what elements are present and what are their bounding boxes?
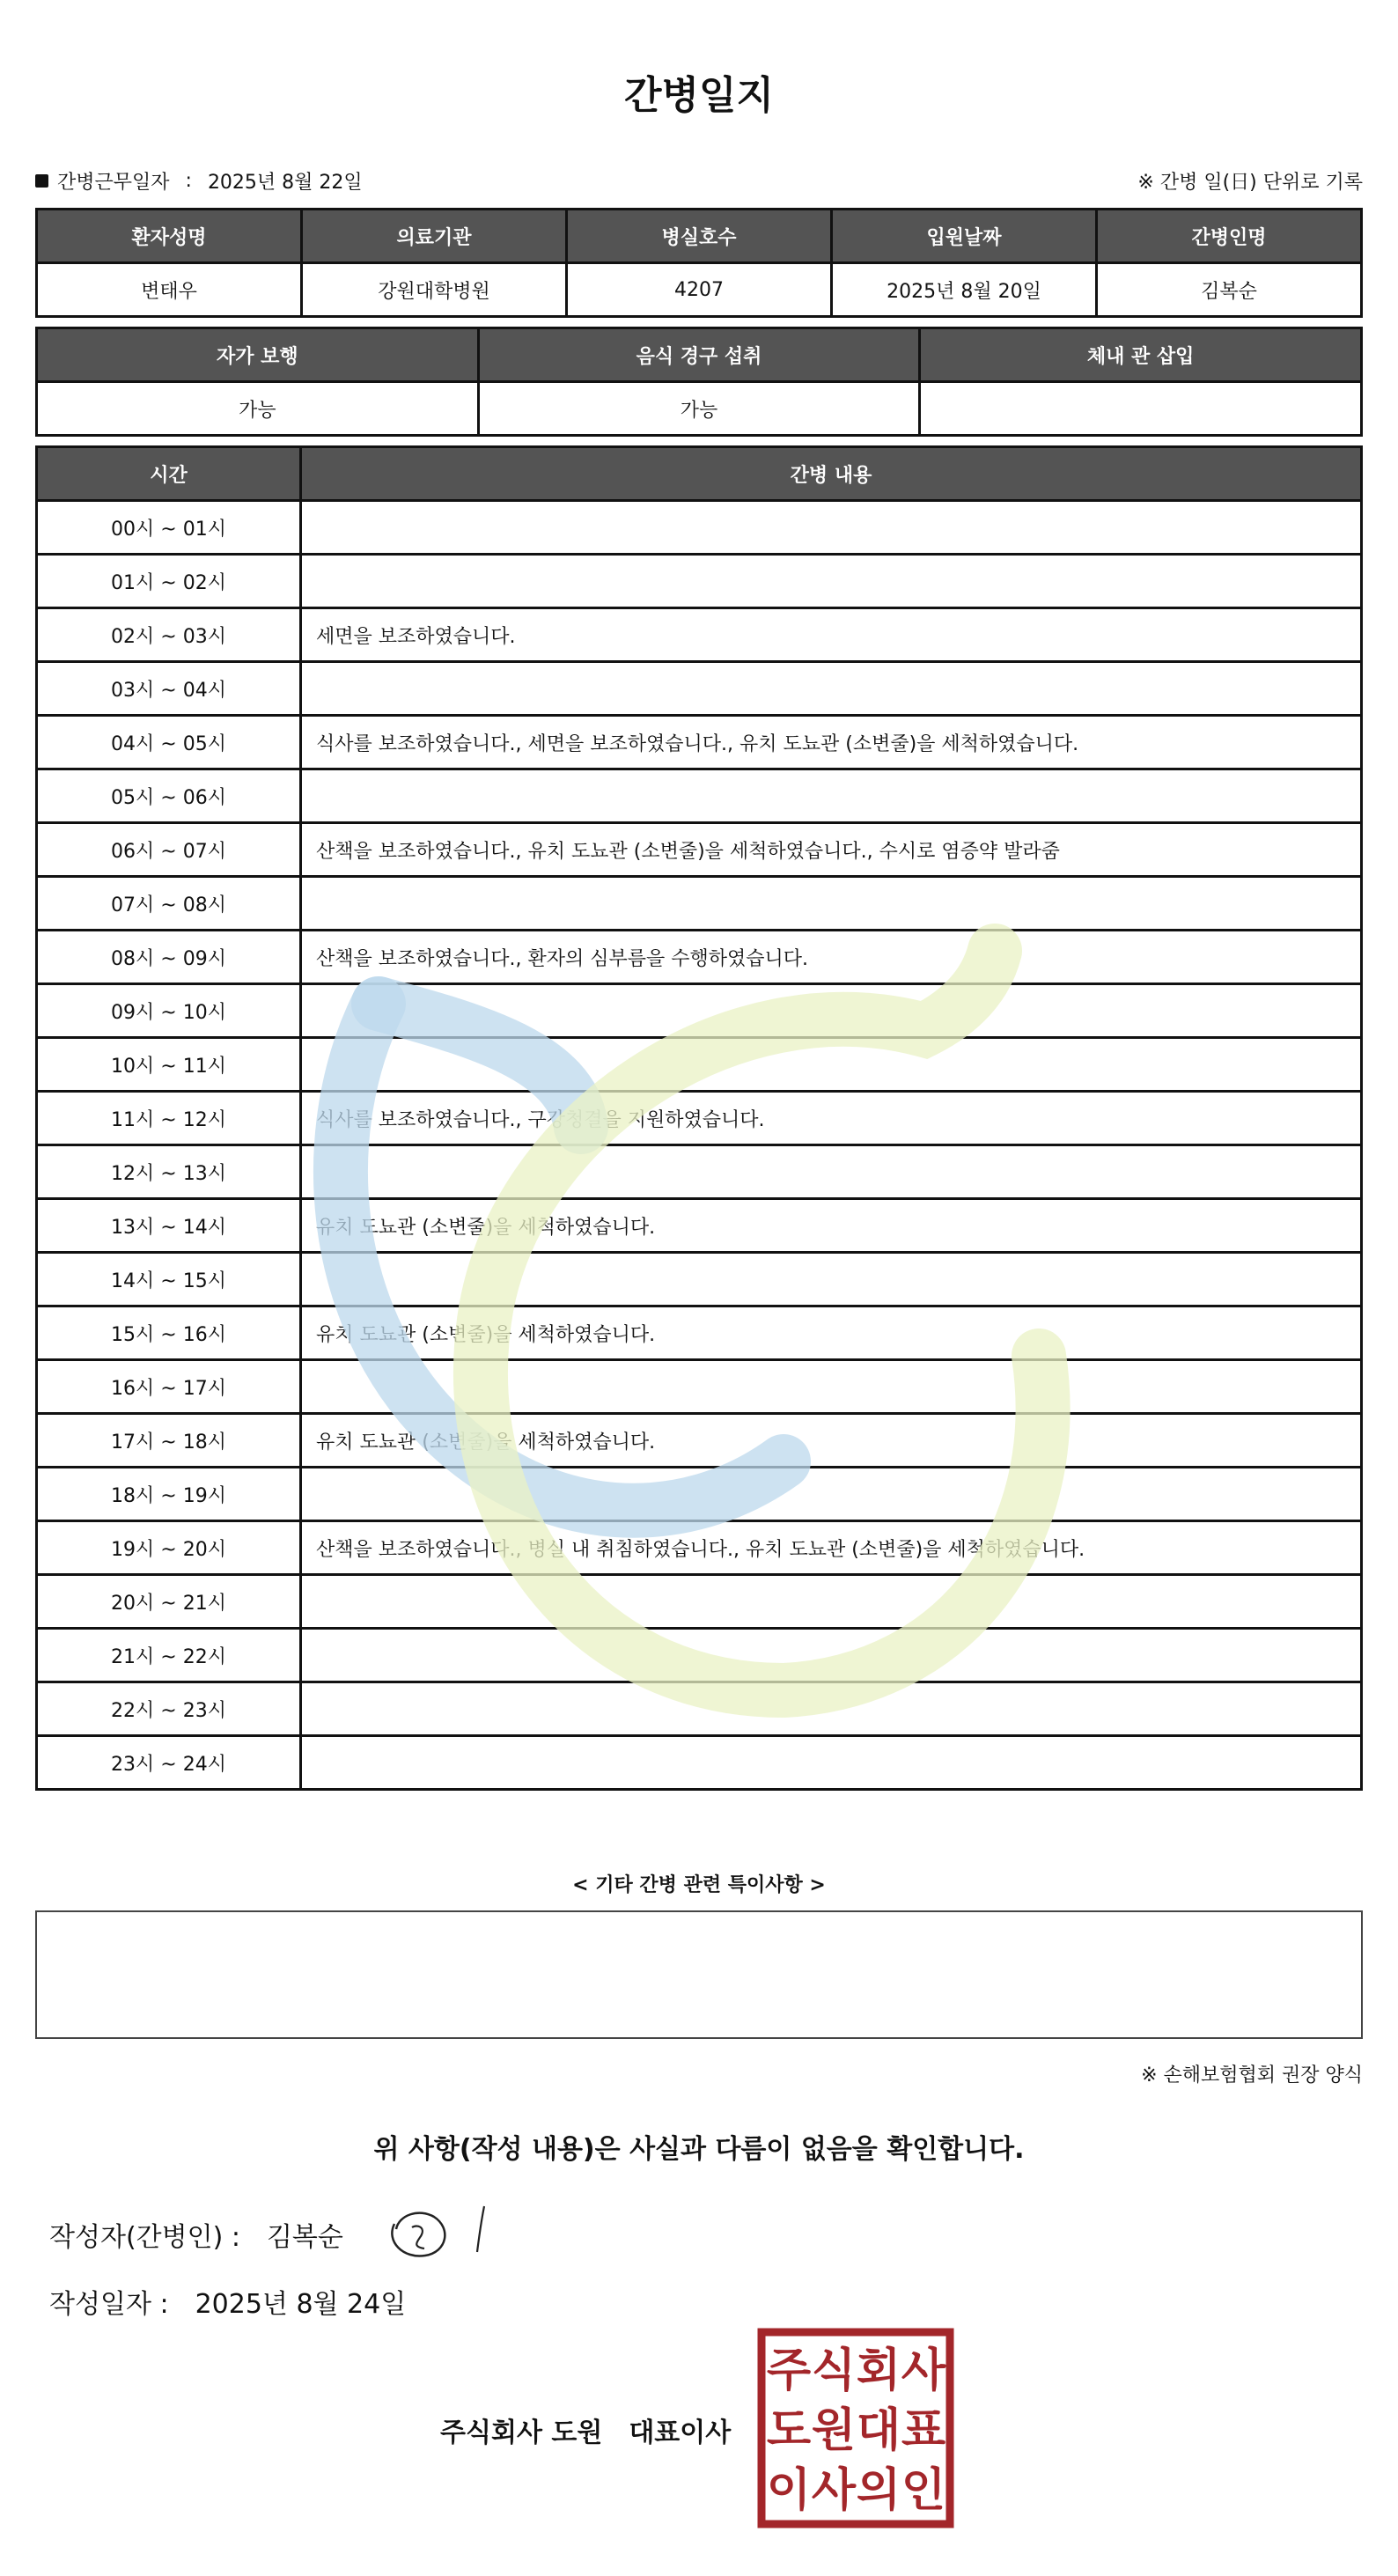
work-date-row	[35, 167, 363, 195]
log-time-cell: 02시 ~ 03시	[37, 608, 301, 662]
log-time-cell: 05시 ~ 06시	[37, 769, 301, 823]
status-header-oral-intake: 음식 경구 섭취	[478, 328, 920, 382]
company-name: 주식회사 도원	[440, 2418, 603, 2448]
table-row	[37, 1199, 1362, 1253]
log-time-cell: 18시 ~ 19시	[37, 1468, 301, 1521]
table-row	[37, 769, 1362, 823]
log-time-cell: 22시 ~ 23시	[37, 1682, 301, 1736]
log-content-cell	[301, 1360, 1362, 1414]
info-header-admission-date: 입원날짜	[832, 210, 1097, 263]
table-row	[37, 1736, 1362, 1790]
bullet-square-icon	[35, 174, 48, 188]
handwritten-signature-icon	[377, 2197, 500, 2268]
seal-character: 이	[766, 2464, 812, 2517]
log-content-cell	[301, 769, 1362, 823]
log-content-cell	[301, 984, 1362, 1038]
seal-character: 회	[856, 2344, 901, 2397]
status-oral-intake: 가능	[478, 382, 920, 436]
log-content-cell: 식사를 보조하였습니다., 구강청결을 지원하였습니다.	[301, 1092, 1362, 1145]
status-header-tube: 체내 관 삽입	[920, 328, 1362, 382]
form-note: ※ 손해보험협회 권장 양식	[1141, 2064, 1363, 2087]
log-content-cell	[301, 1736, 1362, 1790]
confirmation-statement: 위 사항(작성 내용)은 사실과 다름이 없음을 확인합니다.	[373, 2134, 1025, 2165]
log-time-cell: 12시 ~ 13시	[37, 1145, 301, 1199]
table-row	[37, 984, 1362, 1038]
table-row	[37, 823, 1362, 877]
table-row	[37, 1092, 1362, 1145]
unit-note: ※ 간병 일(日) 단위로 기록	[1137, 172, 1363, 194]
care-log-table	[35, 445, 1363, 1791]
patient-info-table	[35, 208, 1363, 318]
log-content-cell	[301, 1629, 1362, 1682]
log-time-cell: 04시 ~ 05시	[37, 716, 301, 769]
company-seal-icon	[757, 2328, 954, 2528]
remarks-box	[35, 1910, 1363, 2039]
status-header-walking: 자가 보행	[37, 328, 479, 382]
log-content-cell	[301, 501, 1362, 555]
log-content-cell: 유치 도뇨관 (소변줄)을 세척하였습니다.	[301, 1199, 1362, 1253]
log-content-cell	[301, 1145, 1362, 1199]
info-header-hospital: 의료기관	[302, 210, 567, 263]
company-row	[440, 2410, 731, 2449]
table-row	[37, 931, 1362, 984]
table-row	[37, 501, 1362, 555]
seal-character: 주	[766, 2344, 812, 2397]
table-row	[37, 877, 1362, 931]
table-row	[37, 1306, 1362, 1360]
log-content-cell: 식사를 보조하였습니다., 세면을 보조하였습니다., 유치 도뇨관 (소변줄)을 세척하였습니다.	[301, 716, 1362, 769]
info-caregiver: 김복순	[1097, 263, 1362, 317]
log-time-cell: 08시 ~ 09시	[37, 931, 301, 984]
log-content-cell: 산책을 보조하였습니다., 환자의 심부름을 수행하였습니다.	[301, 931, 1362, 984]
table-row	[37, 1575, 1362, 1629]
log-content-cell: 유치 도뇨관 (소변줄)을 세척하였습니다.	[301, 1306, 1362, 1360]
log-time-cell: 00시 ~ 01시	[37, 501, 301, 555]
info-patient-name: 변태우	[37, 263, 302, 317]
log-content-cell	[301, 662, 1362, 716]
status-walking: 가능	[37, 382, 479, 436]
log-content-cell: 세면을 보조하였습니다.	[301, 608, 1362, 662]
writer-label: 작성자(간병인) :	[49, 2222, 240, 2253]
info-header-caregiver: 간병인명	[1097, 210, 1362, 263]
company-title: 대표이사	[629, 2418, 732, 2448]
seal-character: 인	[901, 2464, 946, 2517]
info-hospital: 강원대학병원	[302, 263, 567, 317]
seal-character: 대	[856, 2404, 901, 2457]
log-time-cell: 03시 ~ 04시	[37, 662, 301, 716]
info-header-patient-name: 환자성명	[37, 210, 302, 263]
log-content-cell: 산책을 보조하였습니다., 유치 도뇨관 (소변줄)을 세척하였습니다., 수시로 염증약 발라줌	[301, 823, 1362, 877]
info-header-room: 병실호수	[567, 210, 832, 263]
work-date-label: 간병근무일자	[57, 172, 170, 194]
page-title: 간병일지	[623, 73, 774, 118]
log-content-cell	[301, 1253, 1362, 1306]
seal-character: 식	[811, 2344, 857, 2397]
log-time-cell: 11시 ~ 12시	[37, 1092, 301, 1145]
log-content-cell	[301, 555, 1362, 608]
work-date-value: 2025년 8월 22일	[207, 172, 363, 194]
log-content-cell: 유치 도뇨관 (소변줄)을 세척하였습니다.	[301, 1414, 1362, 1468]
table-row	[37, 1253, 1362, 1306]
seal-character: 도	[766, 2404, 812, 2457]
info-room: 4207	[567, 263, 832, 317]
log-header-content: 간병 내용	[301, 447, 1362, 501]
log-time-cell: 19시 ~ 20시	[37, 1521, 301, 1575]
seal-character: 의	[856, 2464, 901, 2517]
table-row	[37, 716, 1362, 769]
table-row	[37, 1414, 1362, 1468]
log-content-cell	[301, 1682, 1362, 1736]
table-row	[37, 1145, 1362, 1199]
log-time-cell: 09시 ~ 10시	[37, 984, 301, 1038]
log-time-cell: 06시 ~ 07시	[37, 823, 301, 877]
table-row	[37, 608, 1362, 662]
work-date-colon: :	[185, 170, 192, 192]
log-content-cell	[301, 1038, 1362, 1092]
log-time-cell: 23시 ~ 24시	[37, 1736, 301, 1790]
table-row	[37, 1468, 1362, 1521]
seal-character: 표	[901, 2404, 946, 2457]
seal-character: 사	[901, 2344, 946, 2397]
table-row	[37, 1682, 1362, 1736]
log-time-cell: 15시 ~ 16시	[37, 1306, 301, 1360]
writer-name: 김복순	[266, 2222, 343, 2253]
log-header-time: 시간	[37, 447, 301, 501]
log-content-cell: 산책을 보조하였습니다., 병실 내 취침하였습니다., 유치 도뇨관 (소변줄)을 세척하였습니다.	[301, 1521, 1362, 1575]
log-time-cell: 17시 ~ 18시	[37, 1414, 301, 1468]
log-time-cell: 21시 ~ 22시	[37, 1629, 301, 1682]
written-date-row	[49, 2282, 406, 2321]
log-time-cell: 07시 ~ 08시	[37, 877, 301, 931]
log-content-cell	[301, 877, 1362, 931]
table-row	[37, 555, 1362, 608]
seal-character: 사	[811, 2464, 857, 2517]
patient-status-table	[35, 327, 1363, 437]
writer-row	[49, 2215, 343, 2254]
log-time-cell: 14시 ~ 15시	[37, 1253, 301, 1306]
log-content-cell	[301, 1468, 1362, 1521]
written-date-label: 작성일자 :	[49, 2289, 169, 2320]
remarks-title: < 기타 간병 관련 특이사항 >	[572, 1874, 826, 1896]
table-row	[37, 1038, 1362, 1092]
table-row	[37, 1360, 1362, 1414]
table-row	[37, 1521, 1362, 1575]
log-time-cell: 16시 ~ 17시	[37, 1360, 301, 1414]
table-row	[37, 1629, 1362, 1682]
log-time-cell: 01시 ~ 02시	[37, 555, 301, 608]
info-admission-date: 2025년 8월 20일	[832, 263, 1097, 317]
log-content-cell	[301, 1575, 1362, 1629]
table-row	[37, 662, 1362, 716]
log-time-cell: 10시 ~ 11시	[37, 1038, 301, 1092]
status-tube	[920, 382, 1362, 436]
log-time-cell: 13시 ~ 14시	[37, 1199, 301, 1253]
seal-character: 원	[811, 2404, 857, 2457]
log-time-cell: 20시 ~ 21시	[37, 1575, 301, 1629]
written-date-value: 2025년 8월 24일	[195, 2289, 407, 2320]
